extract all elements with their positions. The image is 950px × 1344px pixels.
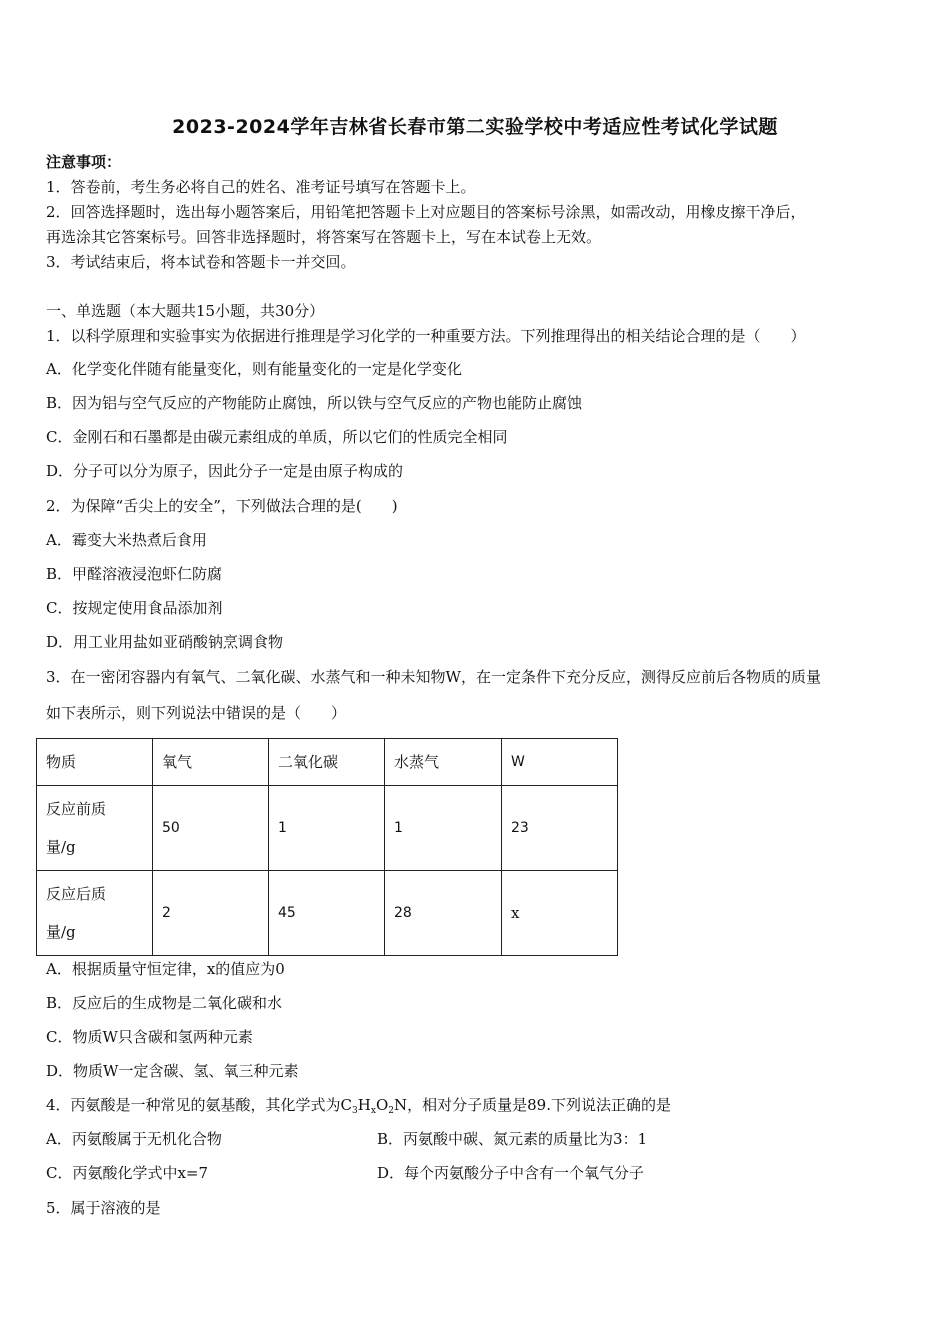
formula-element: H <box>357 1096 371 1114</box>
table-cell: 1 <box>269 786 385 871</box>
section-heading: 一、单选题（本大题共15小题，共30分） <box>46 302 325 320</box>
question-1-option-d: D．分子可以分为原子，因此分子一定是由原子构成的 <box>46 462 404 480</box>
notice-item: 2．回答选择题时，选出每小题答案后，用铅笔把答题卡上对应题目的答案标号涂黑，如需改动，用橡皮擦干净后， <box>46 203 806 221</box>
question-2-option-a: A．霉变大米热煮后食用 <box>46 531 207 549</box>
notice-item: 1．答卷前，考生务必将自己的姓名、准考证号填写在答题卡上。 <box>46 178 476 196</box>
table-header-cell: 二氧化碳 <box>269 739 385 786</box>
table-cell: 45 <box>269 871 385 956</box>
table-header-cell: 氧气 <box>153 739 269 786</box>
table-header-cell: 物质 <box>37 739 153 786</box>
table-row-label <box>37 871 153 956</box>
question-3-option-b: B．反应后的生成物是二氧化碳和水 <box>46 994 283 1012</box>
page-title: 2023-2024学年吉林省长春市第二实验学校中考适应性考试化学试题 <box>172 116 778 138</box>
notice-item: 3．考试结束后，将本试卷和答题卡一并交回。 <box>46 253 356 271</box>
table-cell: 1 <box>385 786 502 871</box>
question-1-option-c: C．金刚石和石墨都是由碳元素组成的单质，所以它们的性质完全相同 <box>46 428 508 446</box>
table-row-label <box>37 786 153 871</box>
table-row <box>37 786 618 871</box>
question-4-stem <box>46 1095 671 1121</box>
table-header-row <box>37 739 618 786</box>
question-1-stem: 1．以科学原理和实验事实为依据进行推理是学习化学的一种重要方法。下列推理得出的相关结论合理的是（ ） <box>46 327 806 345</box>
formula-subscript: x <box>370 1106 376 1116</box>
table-header-cell: 水蒸气 <box>385 739 502 786</box>
table-cell: 50 <box>153 786 269 871</box>
table-cell: 28 <box>385 871 502 956</box>
question-4-option-c: C．丙氨酸化学式中x=7 <box>46 1164 209 1182</box>
question-3-stem-line-1: 3．在一密闭容器内有氧气、二氧化碳、水蒸气和一种未知物W，在一定条件下充分反应，测得反应前后各物质的质量 <box>46 668 821 686</box>
question-2-stem: 2．为保障“舌尖上的安全”，下列做法合理的是( ) <box>46 497 398 515</box>
table-row-label-part: 反应后质 <box>46 885 107 903</box>
question-5-stem: 5．属于溶液的是 <box>46 1199 161 1217</box>
question-4-option-b: B．丙氨酸中碳、氮元素的质量比为3：1 <box>377 1130 648 1148</box>
question-4-stem-part: N，相对分子质量是89.下列说法正确的是 <box>393 1096 671 1114</box>
table-cell: x <box>502 871 618 956</box>
table-row <box>37 871 618 956</box>
question-3-option-d: D．物质W一定含碳、氢、氧三种元素 <box>46 1062 299 1080</box>
formula-subscript: 3 <box>352 1106 358 1116</box>
table-row-label-part: 量/g <box>46 838 76 856</box>
notice-heading: 注意事项： <box>46 153 122 171</box>
question-2-option-c: C．按规定使用食品添加剂 <box>46 599 223 617</box>
table-row-label-part: 反应前质 <box>46 800 107 818</box>
question-1-option-a: A．化学变化伴随有能量变化，则有能量变化的一定是化学变化 <box>46 360 462 378</box>
question-1-option-b: B．因为铝与空气反应的产物能防止腐蚀，所以铁与空气反应的产物也能防止腐蚀 <box>46 394 583 412</box>
question-4-stem-part: 4．丙氨酸是一种常见的氨基酸，其化学式为C <box>46 1096 353 1114</box>
formula-subscript: 2 <box>388 1106 394 1116</box>
question-4-option-a: A．丙氨酸属于无机化合物 <box>46 1130 222 1148</box>
formula-element: O <box>375 1096 389 1114</box>
question-2-option-b: B．甲醛溶液浸泡虾仁防腐 <box>46 565 223 583</box>
table-row-label-part: 量/g <box>46 923 76 941</box>
question-4-option-d: D．每个丙氨酸分子中含有一个氧气分子 <box>377 1164 645 1182</box>
table-cell: 2 <box>153 871 269 956</box>
mass-table <box>36 738 618 956</box>
table-header-cell: W <box>502 739 618 786</box>
notice-item: 再选涂其它答案标号。回答非选择题时，将答案写在答题卡上，写在本试卷上无效。 <box>46 228 602 246</box>
question-3-option-c: C．物质W只含碳和氢两种元素 <box>46 1028 253 1046</box>
question-2-option-d: D．用工业用盐如亚硝酸钠烹调食物 <box>46 633 284 651</box>
question-3-stem-line-2: 如下表所示，则下列说法中错误的是（ ） <box>46 704 347 722</box>
question-3-option-a: A．根据质量守恒定律，x的值应为0 <box>46 960 285 978</box>
table-cell: 23 <box>502 786 618 871</box>
